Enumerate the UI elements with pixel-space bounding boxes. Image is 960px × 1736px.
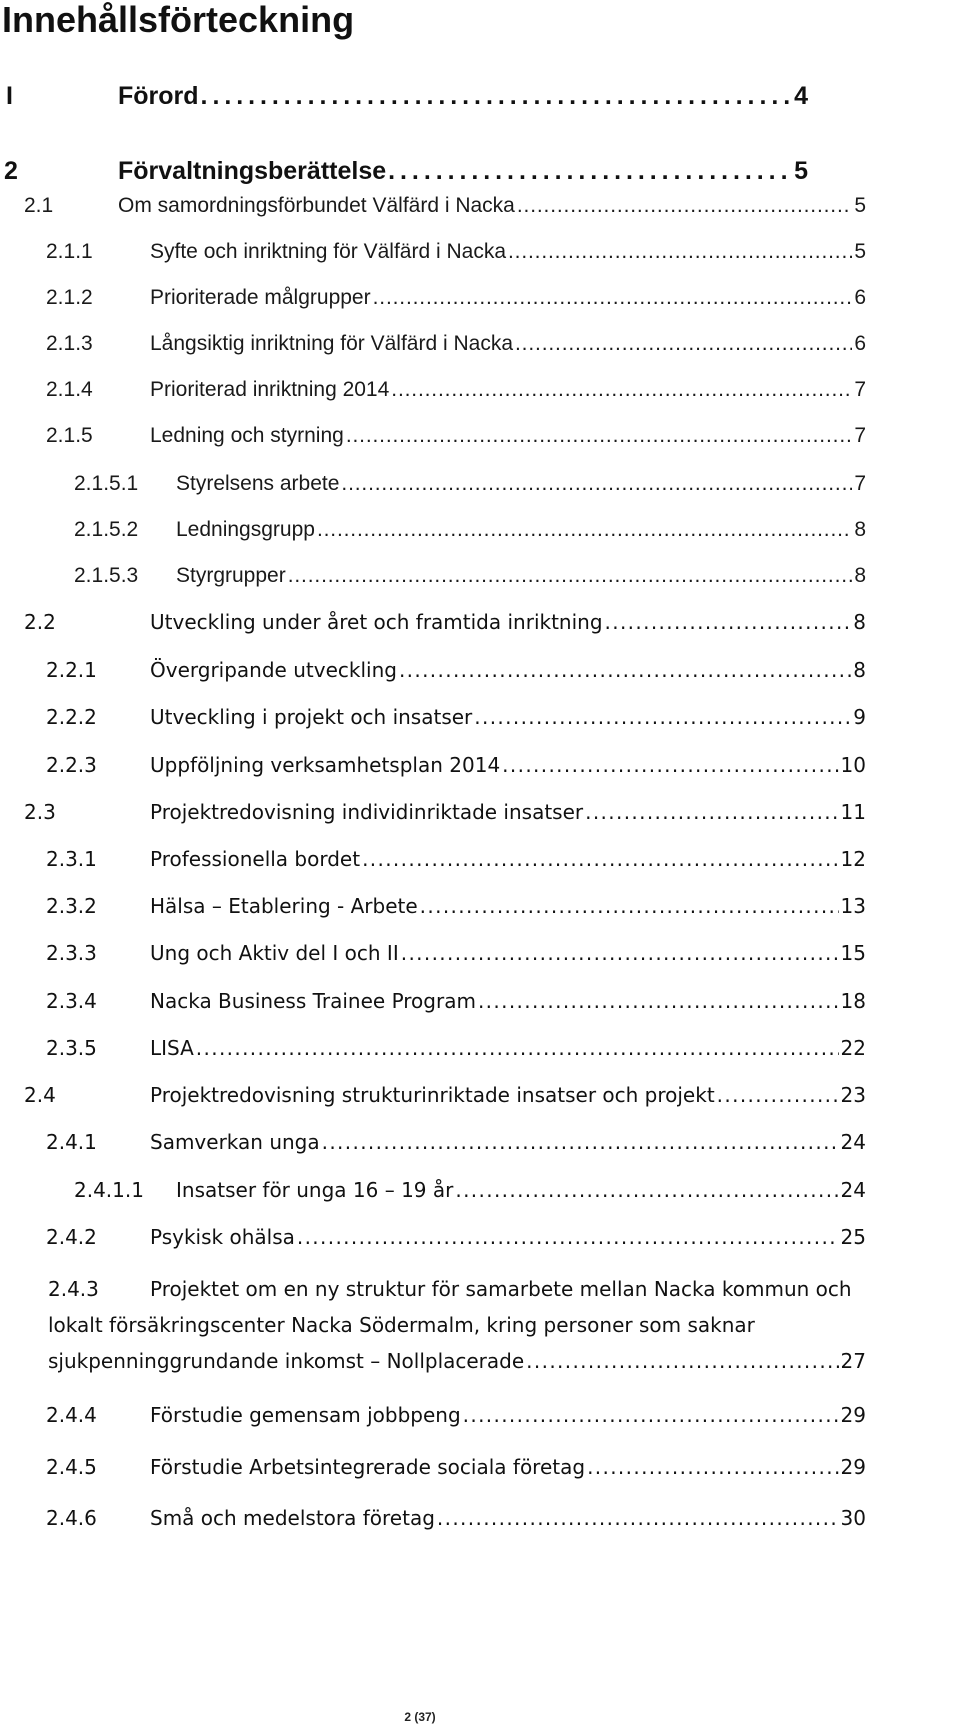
toc-entry-page: 8 <box>854 518 866 541</box>
toc-entry-forvaltningsberattelse[interactable] <box>0 153 960 189</box>
toc-entry-multiline[interactable] <box>0 1271 960 1383</box>
dot-leader <box>587 1449 838 1485</box>
toc-entry-title: Förord <box>118 82 199 110</box>
toc-entry-line <box>118 78 808 114</box>
dot-leader <box>373 280 853 316</box>
toc-entry[interactable] <box>0 512 960 548</box>
toc-entry-line <box>150 699 866 735</box>
toc-entry-number: 2.3.2 <box>46 894 97 918</box>
toc-entry-title: Utveckling under året och framtida inriktning <box>150 610 603 634</box>
dot-leader <box>341 466 852 502</box>
toc-entry-number: 2.3.1 <box>46 847 97 871</box>
toc-entry-page: 6 <box>854 286 866 309</box>
toc-entry[interactable] <box>0 1124 960 1160</box>
toc-entry-number: 2.2.2 <box>46 705 97 729</box>
toc-entry-page: 25 <box>840 1225 866 1249</box>
toc-entry-number: 2.3.4 <box>46 989 97 1013</box>
toc-entry-line <box>150 1449 866 1485</box>
dot-leader <box>463 1397 839 1433</box>
toc-entry-line <box>150 326 866 362</box>
dot-leader <box>201 78 793 114</box>
toc-entry-page: 5 <box>854 194 866 217</box>
dot-leader <box>585 794 838 830</box>
toc-entry-title: Små och medelstora företag <box>150 1506 435 1530</box>
toc-entry[interactable] <box>0 280 960 316</box>
toc-entry-line <box>48 1271 866 1379</box>
toc-entry-line <box>150 935 866 971</box>
toc-entry-title: Ung och Aktiv del I och II <box>150 941 399 965</box>
toc-entry-line <box>150 1030 866 1066</box>
toc-entry-line <box>150 372 866 408</box>
dot-leader <box>391 372 852 408</box>
dot-leader <box>420 888 839 924</box>
toc-entry[interactable] <box>0 699 960 735</box>
toc-entry[interactable] <box>0 794 960 830</box>
toc-entry-page: 22 <box>840 1036 866 1060</box>
dot-leader <box>517 188 852 224</box>
dot-leader <box>297 1219 839 1255</box>
toc-entry-number: 2.3 <box>24 800 56 824</box>
dot-leader <box>474 699 851 735</box>
toc-entry[interactable] <box>0 1172 960 1208</box>
toc-entry[interactable] <box>0 1077 960 1113</box>
toc-entry-page: 15 <box>840 941 866 965</box>
toc-entry-title: Projektet om en ny struktur för samarbete mellan Nacka kommun och <box>150 1277 852 1301</box>
dot-leader <box>399 652 851 688</box>
dot-leader <box>717 1077 839 1113</box>
toc-entry-title: Förstudie Arbetsintegrerade sociala företag <box>150 1455 586 1479</box>
toc-entry-line <box>150 1219 866 1255</box>
toc-entry-title: Samverkan unga <box>150 1130 320 1154</box>
toc-entry-page: 23 <box>840 1083 866 1107</box>
toc-entry-page: 18 <box>840 989 866 1013</box>
toc-entry-page: 7 <box>854 424 866 447</box>
toc-entry-page: 24 <box>840 1178 866 1202</box>
toc-entry-page: 7 <box>854 378 866 401</box>
toc-entry-title: Nacka Business Trainee Program <box>150 989 476 1013</box>
toc-entry-page: 7 <box>854 472 866 495</box>
dot-leader <box>526 1343 838 1379</box>
toc-entry-number: 2.4.2 <box>46 1225 97 1249</box>
toc-entry[interactable] <box>0 935 960 971</box>
toc-entry-line <box>150 1077 866 1113</box>
dot-leader <box>346 418 853 454</box>
toc-entry-line <box>176 1172 866 1208</box>
toc-entry[interactable] <box>0 188 960 224</box>
toc-entry-number: 2.4 <box>24 1083 56 1107</box>
toc-entry-line <box>176 466 866 502</box>
toc-entry-title: Projektredovisning strukturinriktade insatser och projekt <box>150 1083 715 1107</box>
toc-entry-number: 2.4.3 <box>48 1277 99 1301</box>
toc-entry-number: 2.1.1 <box>46 240 93 263</box>
toc-entry-line <box>150 1397 866 1433</box>
toc-entry[interactable] <box>0 841 960 877</box>
toc-entry-page: 8 <box>854 564 866 587</box>
toc-entry-number: 2.4.1 <box>46 1130 97 1154</box>
toc-entry-number: 2.2 <box>24 610 56 634</box>
toc-entry[interactable] <box>0 1397 960 1433</box>
toc-entry-page: 29 <box>840 1403 866 1427</box>
toc-entry[interactable] <box>0 888 960 924</box>
toc-entry-line <box>150 841 866 877</box>
toc-entry-title: Ledningsgrupp <box>176 518 315 541</box>
dot-leader <box>605 604 852 640</box>
toc-entry[interactable] <box>0 326 960 362</box>
dot-leader <box>317 512 852 548</box>
toc-entry-number: 2.1.3 <box>46 332 93 355</box>
toc-entry-title-line <box>48 1271 866 1307</box>
toc-entry-title: Syfte och inriktning för Välfärd i Nacka <box>150 240 506 263</box>
toc-entry-title: Projektredovisning individinriktade insatser <box>150 800 584 824</box>
toc-entry-page: 8 <box>853 610 866 634</box>
toc-entry-number: 2.2.3 <box>46 753 97 777</box>
toc-entry-title: Förstudie gemensam jobbpeng <box>150 1403 461 1427</box>
toc-entry-number: 2.1.5.2 <box>74 518 139 541</box>
toc-entry-page: 6 <box>854 332 866 355</box>
toc-entry-number: I <box>6 82 13 110</box>
toc-entry-title: sjukpenninggrundande inkomst – Nollplacerade <box>48 1349 525 1373</box>
toc-entry-number: 2.1.2 <box>46 286 93 309</box>
page-number: 2 (37) <box>404 1710 436 1724</box>
toc-entry[interactable] <box>0 418 960 454</box>
toc-entry-page: 12 <box>840 847 866 871</box>
toc-entry-line <box>150 888 866 924</box>
toc-entry-line <box>150 1500 866 1536</box>
toc-entry-title: Utveckling i projekt och insatser <box>150 705 473 729</box>
toc-entry-line <box>118 153 808 189</box>
dot-leader <box>478 983 839 1019</box>
toc-entry-number: 2 <box>4 157 18 185</box>
toc-entry[interactable] <box>0 372 960 408</box>
toc-entry[interactable] <box>0 1219 960 1255</box>
toc-entry-title: Styrgrupper <box>176 564 286 587</box>
toc-entry[interactable] <box>0 604 960 640</box>
toc-entry-number: 2.3.3 <box>46 941 97 965</box>
toc-entry-page: 9 <box>853 705 866 729</box>
toc-entry-title: Uppföljning verksamhetsplan 2014 <box>150 753 501 777</box>
toc-entry-title: Hälsa – Etablering - Arbete <box>150 894 418 918</box>
toc-entry[interactable] <box>0 1030 960 1066</box>
toc-entry-page: 27 <box>840 1349 866 1373</box>
toc-entry-title: Övergripande utveckling <box>150 658 397 682</box>
toc-entry-page: 30 <box>840 1506 866 1530</box>
toc-entry[interactable] <box>0 234 960 270</box>
toc-entry-title: Ledning och styrning <box>150 424 344 447</box>
toc-entry-title: Styrelsens arbete <box>176 472 340 495</box>
toc-entry-number: 2.3.5 <box>46 1036 97 1060</box>
toc-entry-number: 2.1.5.3 <box>74 564 139 587</box>
dot-leader <box>388 153 792 189</box>
dot-leader <box>401 935 839 971</box>
toc-entry-title-line <box>48 1343 866 1379</box>
toc-entry-title: Prioriterade målgrupper <box>150 286 371 309</box>
toc-entry-title: Långsiktig inriktning för Välfärd i Nacka <box>150 332 514 355</box>
toc-entry-page: 11 <box>840 800 866 824</box>
toc-entry-line <box>150 652 866 688</box>
toc-entry-number: 2.4.6 <box>46 1506 97 1530</box>
dot-leader <box>362 841 838 877</box>
toc-entry-title-line: lokalt försäkringscenter Nacka Södermalm, kring personer som saknar <box>48 1313 755 1337</box>
toc-entry-line <box>150 794 866 830</box>
toc-entry-number: 2.2.1 <box>46 658 97 682</box>
toc-entry-page: 13 <box>840 894 866 918</box>
toc-entry-page: 8 <box>853 658 866 682</box>
toc-entry-forord[interactable] <box>0 78 960 114</box>
toc-entry-number: 2.4.4 <box>46 1403 97 1427</box>
toc-entry-title: Psykisk ohälsa <box>150 1225 295 1249</box>
toc-entry-number: 2.4.1.1 <box>74 1178 144 1202</box>
toc-entry-line <box>150 1124 866 1160</box>
dot-leader <box>288 558 853 594</box>
toc-entry-line <box>150 234 866 270</box>
toc-entry-line <box>176 512 866 548</box>
toc-entry-number: 2.4.5 <box>46 1455 97 1479</box>
toc-entry[interactable] <box>0 466 960 502</box>
toc-entry[interactable] <box>0 558 960 594</box>
toc-entry-title: Om samordningsförbundet Välfärd i Nacka <box>118 194 515 217</box>
toc-entry-title: Förvaltningsberättelse <box>118 157 387 185</box>
toc-entry-line <box>150 983 866 1019</box>
toc-entry[interactable] <box>0 747 960 783</box>
dot-leader <box>437 1500 839 1536</box>
page-title: Innehållsförteckning <box>2 0 355 40</box>
toc-entry-title: Professionella bordet <box>150 847 361 871</box>
toc-entry-page: 29 <box>840 1455 866 1479</box>
toc-entry-number: 2.1 <box>24 194 54 217</box>
dot-leader <box>508 234 852 270</box>
toc-entry-number: 2.1.5.1 <box>74 472 139 495</box>
toc-entry-page: 5 <box>794 157 808 185</box>
toc-entry-page: 4 <box>794 82 808 110</box>
dot-leader <box>515 326 852 362</box>
toc-entry-page: 24 <box>840 1130 866 1154</box>
toc-entry-title: Prioriterad inriktning 2014 <box>150 378 390 401</box>
toc-entry-line <box>150 418 866 454</box>
toc-entry-title: LISA <box>150 1036 194 1060</box>
toc-entry-line <box>150 747 866 783</box>
toc-entry-page: 10 <box>840 753 866 777</box>
toc-entry-line <box>176 558 866 594</box>
toc-entry-number: 2.1.5 <box>46 424 93 447</box>
dot-leader <box>455 1172 838 1208</box>
toc-entry[interactable] <box>0 983 960 1019</box>
toc-entry[interactable] <box>0 1449 960 1485</box>
toc-entry-line <box>150 604 866 640</box>
dot-leader <box>502 747 838 783</box>
toc-entry-number: 2.1.4 <box>46 378 93 401</box>
toc-entry-line <box>150 280 866 316</box>
toc-entry[interactable] <box>0 652 960 688</box>
dot-leader <box>196 1030 839 1066</box>
toc-entry-title: Insatser för unga 16 – 19 år <box>176 1178 454 1202</box>
toc-entry-line <box>118 188 866 224</box>
toc-entry-page: 5 <box>854 240 866 263</box>
dot-leader <box>322 1124 839 1160</box>
toc-entry[interactable] <box>0 1500 960 1536</box>
